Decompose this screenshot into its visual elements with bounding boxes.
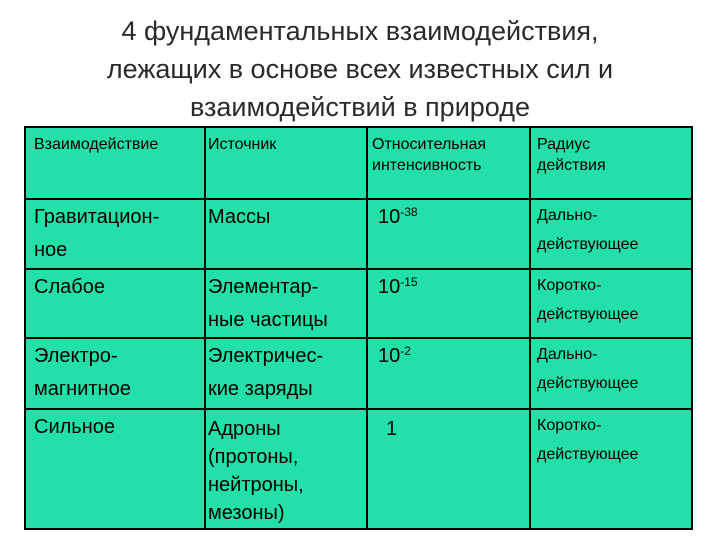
- row-interaction: Слабое: [34, 276, 105, 298]
- title-line: 4 фундаментальных взаимодействия,: [121, 16, 599, 46]
- row-divider: [26, 337, 691, 339]
- row-radius: Дально- действующее: [537, 207, 639, 253]
- row-divider: [26, 268, 691, 270]
- row-source: Электричес- кие заряды: [208, 345, 324, 400]
- row-intensity: 1: [386, 418, 398, 440]
- row-interaction: Сильное: [34, 416, 115, 438]
- column-divider: [366, 128, 368, 528]
- row-interaction: Электро- магнитное: [34, 345, 131, 400]
- title-line: лежащих в основе всех известных сил и: [106, 54, 614, 84]
- row-radius: Коротко- действующее: [537, 277, 639, 323]
- header-intensity: Относительная интенсивность: [372, 136, 487, 174]
- column-divider: [204, 128, 206, 528]
- row-radius: Коротко- действующее: [537, 417, 639, 463]
- row-source: Элементар- ные частицы: [208, 276, 328, 331]
- row-source: Адроны (протоны, нейтроны, мезоны): [208, 418, 304, 524]
- row-divider: [26, 198, 691, 200]
- title-line: взаимодействий в природе: [189, 92, 530, 122]
- row-divider: [26, 408, 691, 410]
- interactions-table: [24, 126, 693, 530]
- row-radius: Дально- действующее: [537, 346, 639, 392]
- row-intensity: $10^{-15}$: [378, 275, 418, 298]
- row-intensity: $10^{-2}$: [378, 344, 411, 367]
- page-title: [30, 12, 690, 126]
- header-radius: Радиус действия: [537, 136, 606, 174]
- header-source: Источник: [208, 136, 277, 153]
- column-divider: [529, 128, 531, 528]
- row-interaction: Гравитацион- ное: [34, 206, 160, 261]
- row-source: Массы: [208, 206, 271, 228]
- row-intensity: $10^{-38}$: [378, 205, 418, 228]
- header-interaction: Взаимодействие: [34, 136, 159, 153]
